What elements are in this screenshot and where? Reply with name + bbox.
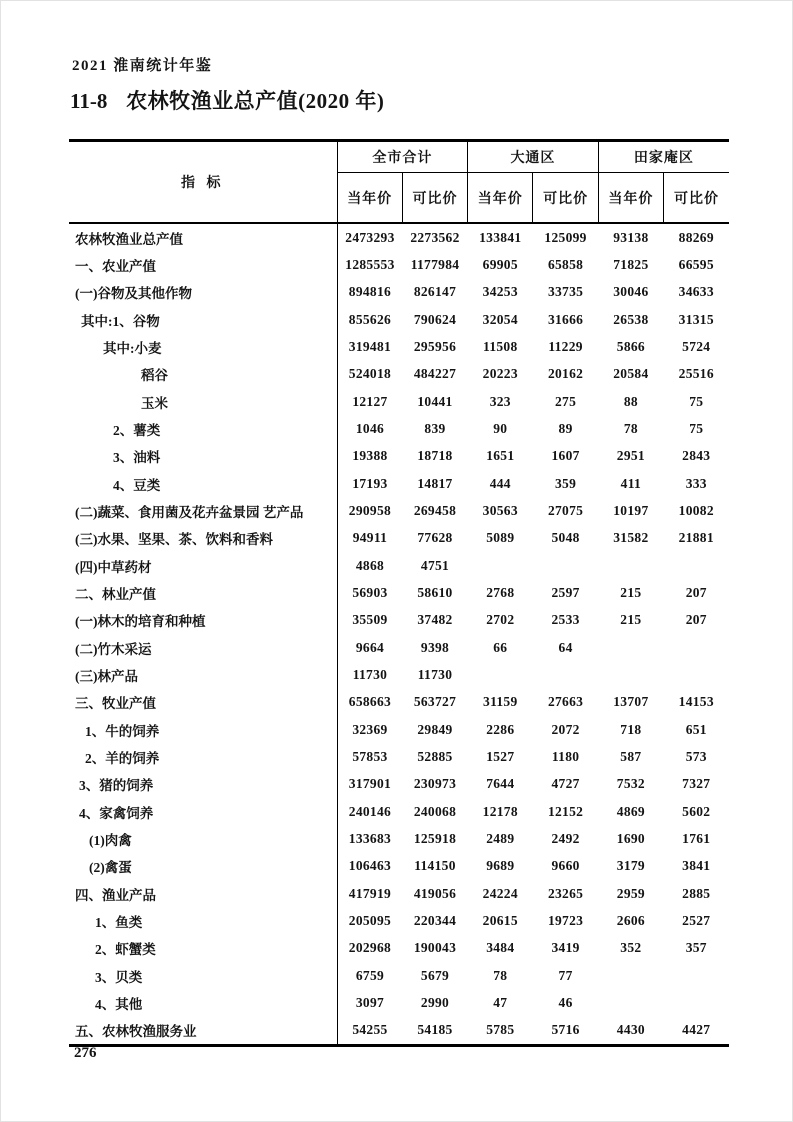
value-cell: 2768 xyxy=(486,584,515,600)
value-cell: 205095 xyxy=(337,907,402,934)
value-cell: 4869 xyxy=(616,803,645,819)
value-cell: 207 xyxy=(685,612,707,628)
indicator-label: (三)水果、坚果、茶、饮料和香料 xyxy=(75,532,273,548)
value-cell: 2959 xyxy=(616,885,645,901)
table-row xyxy=(69,525,729,552)
value-cell: 319481 xyxy=(337,333,402,360)
value-cell: 57853 xyxy=(337,743,402,770)
value-cell xyxy=(598,989,663,1016)
value-cell: 484227 xyxy=(413,366,457,382)
value-cell: 30046 xyxy=(613,284,649,300)
indicator-label: 稻谷 xyxy=(141,368,168,384)
value-cell: 20615 xyxy=(482,912,518,928)
value-cell: 29849 xyxy=(417,721,453,737)
value-cell: 10082 xyxy=(678,502,714,518)
value-cell: 24224 xyxy=(482,885,518,901)
table-header xyxy=(69,141,729,224)
table-row xyxy=(69,1017,729,1046)
value-cell: 10441 xyxy=(417,393,453,409)
value-cell: 411 xyxy=(620,475,642,491)
value-cell: 69905 xyxy=(482,256,518,272)
value-cell xyxy=(598,634,663,661)
value-cell: 11229 xyxy=(548,338,583,354)
value-cell: 78 xyxy=(623,420,638,436)
value-cell: 240068 xyxy=(413,803,457,819)
value-cell: 14817 xyxy=(417,475,453,491)
value-cell: 94911 xyxy=(337,525,402,552)
yearbook-title: 2021 淮南统计年鉴 xyxy=(72,58,213,74)
indicator-label: 三、牧业产值 xyxy=(75,696,156,712)
value-cell: 89 xyxy=(558,420,573,436)
value-cell: 66595 xyxy=(678,256,714,272)
value-cell: 1607 xyxy=(551,448,580,464)
indicator-label: 四、渔业产品 xyxy=(75,887,156,903)
value-cell: 7644 xyxy=(486,776,515,792)
value-cell: 5866 xyxy=(616,338,645,354)
value-cell xyxy=(533,552,598,579)
value-cell: 352 xyxy=(620,940,642,956)
value-cell: 32369 xyxy=(337,716,402,743)
value-cell: 2843 xyxy=(682,448,711,464)
indicator-label: 一、农业产值 xyxy=(75,258,156,274)
value-cell: 2473293 xyxy=(337,223,402,251)
value-cell: 5724 xyxy=(682,338,711,354)
value-cell: 12178 xyxy=(482,803,518,819)
value-cell xyxy=(468,552,533,579)
value-cell: 2606 xyxy=(616,912,645,928)
value-cell: 33735 xyxy=(547,284,584,300)
indicator-label: 4、其他 xyxy=(95,996,143,1012)
table-row xyxy=(69,361,729,388)
indicator-label: 1、鱼类 xyxy=(95,914,143,930)
value-cell: 9660 xyxy=(551,858,580,874)
indicator-label: (一)林木的培育和种植 xyxy=(75,614,206,630)
value-cell: 88269 xyxy=(678,229,714,245)
indicator-label: 4、豆类 xyxy=(113,477,161,493)
value-cell: 190043 xyxy=(413,940,457,956)
table-row xyxy=(69,223,729,251)
value-cell: 5679 xyxy=(420,967,450,983)
value-cell: 573 xyxy=(685,748,707,764)
value-cell: 9689 xyxy=(486,858,515,874)
value-cell: 220344 xyxy=(413,912,457,928)
value-cell: 5089 xyxy=(486,530,515,546)
value-cell: 20223 xyxy=(482,366,518,382)
value-cell: 275 xyxy=(555,393,577,409)
indicator-label: (二)竹木采运 xyxy=(75,641,152,657)
value-cell: 658663 xyxy=(337,689,402,716)
value-cell: 13707 xyxy=(613,694,649,710)
value-cell: 56903 xyxy=(337,579,402,606)
value-cell: 3484 xyxy=(486,940,515,956)
value-cell: 6759 xyxy=(337,962,402,989)
table-row xyxy=(69,825,729,852)
value-cell: 563727 xyxy=(413,694,457,710)
indicator-label: 五、农林牧渔服务业 xyxy=(75,1024,197,1040)
subheader-comparable-price: 可比价 xyxy=(664,173,729,224)
value-cell: 114150 xyxy=(414,858,456,874)
value-cell: 19388 xyxy=(337,443,402,470)
table-row xyxy=(69,470,729,497)
value-cell: 11730 xyxy=(417,666,453,682)
value-cell: 5602 xyxy=(682,803,711,819)
value-cell: 524018 xyxy=(337,361,402,388)
value-cell: 25516 xyxy=(678,366,714,382)
value-cell: 215 xyxy=(620,584,642,600)
value-cell: 1527 xyxy=(486,748,515,764)
value-cell: 90 xyxy=(493,420,508,436)
table-row xyxy=(69,880,729,907)
value-cell: 47 xyxy=(493,994,508,1010)
value-cell: 14153 xyxy=(678,694,714,710)
value-cell xyxy=(664,962,729,989)
value-cell: 75 xyxy=(689,393,704,409)
value-cell: 46 xyxy=(558,994,573,1010)
value-cell: 20162 xyxy=(547,366,584,382)
subheader-comparable-price: 可比价 xyxy=(402,173,467,224)
indicator-label: (一)谷物及其他作物 xyxy=(75,286,192,302)
indicator-label: 玉米 xyxy=(141,395,168,411)
table-title-text: 农林牧渔业总产值(2020 年) xyxy=(126,89,385,113)
value-cell: 35509 xyxy=(337,607,402,634)
value-cell: 27075 xyxy=(547,502,584,518)
value-cell: 790624 xyxy=(413,311,457,327)
table-row xyxy=(69,634,729,661)
table-row xyxy=(69,333,729,360)
value-cell: 37482 xyxy=(417,612,453,628)
value-cell: 3179 xyxy=(616,858,645,874)
table-row xyxy=(69,853,729,880)
value-cell: 2951 xyxy=(616,448,645,464)
value-cell: 207 xyxy=(685,584,707,600)
value-cell: 2527 xyxy=(682,912,711,928)
value-cell: 417919 xyxy=(337,880,402,907)
value-cell: 2492 xyxy=(551,830,580,846)
value-cell: 54255 xyxy=(337,1017,402,1046)
value-cell: 839 xyxy=(424,420,446,436)
value-cell: 357 xyxy=(685,940,707,956)
value-cell: 1177984 xyxy=(410,256,460,272)
value-cell: 1285553 xyxy=(337,251,402,278)
indicator-label: 1、牛的饲养 xyxy=(85,723,160,739)
indicator-label: 2、虾蟹类 xyxy=(95,942,156,958)
value-cell: 64 xyxy=(558,639,573,655)
value-cell: 12152 xyxy=(547,803,584,819)
value-cell: 651 xyxy=(685,721,707,737)
indicator-label: 3、贝类 xyxy=(95,969,143,985)
value-cell: 202968 xyxy=(337,935,402,962)
value-cell: 88 xyxy=(623,393,638,409)
value-cell: 17193 xyxy=(337,470,402,497)
indicator-label: (二)蔬菜、食用菌及花卉盆景园 艺产品 xyxy=(75,504,304,520)
table-number: 11-8 xyxy=(70,89,108,113)
value-cell xyxy=(598,962,663,989)
group-header-datong-district: 大通区 xyxy=(468,141,599,173)
value-cell: 2885 xyxy=(682,885,711,901)
value-cell: 77 xyxy=(558,967,573,983)
value-cell: 826147 xyxy=(413,284,457,300)
table-row xyxy=(69,661,729,688)
value-cell: 5716 xyxy=(551,1022,580,1038)
value-cell: 419056 xyxy=(413,885,457,901)
value-cell: 1180 xyxy=(551,748,580,764)
value-cell: 3419 xyxy=(551,940,580,956)
value-cell: 1690 xyxy=(616,830,645,846)
indicator-label: (1)肉禽 xyxy=(89,832,132,848)
value-cell: 9398 xyxy=(420,639,450,655)
value-cell: 26538 xyxy=(613,311,649,327)
subheader-current-price: 当年价 xyxy=(468,173,533,224)
table-row xyxy=(69,716,729,743)
indicator-label: 其中:1、谷物 xyxy=(81,313,160,329)
value-cell: 58610 xyxy=(417,584,453,600)
value-cell: 125099 xyxy=(544,229,587,245)
value-cell: 1651 xyxy=(486,448,515,464)
value-cell xyxy=(664,989,729,1016)
indicator-label: 3、油料 xyxy=(113,450,161,466)
value-cell xyxy=(664,634,729,661)
value-cell: 31159 xyxy=(483,694,518,710)
table-row xyxy=(69,798,729,825)
statistics-table xyxy=(69,139,729,1047)
value-cell: 2990 xyxy=(420,994,450,1010)
value-cell: 133841 xyxy=(479,229,522,245)
indicator-label: 2、薯类 xyxy=(113,422,161,438)
value-cell: 317901 xyxy=(337,771,402,798)
value-cell: 5785 xyxy=(486,1022,515,1038)
value-cell xyxy=(598,661,663,688)
table-row xyxy=(69,415,729,442)
indicator-label: (2)禽蛋 xyxy=(89,860,132,876)
value-cell: 19723 xyxy=(547,912,584,928)
value-cell: 31582 xyxy=(613,530,649,546)
value-cell: 7532 xyxy=(616,776,645,792)
value-cell: 21881 xyxy=(678,530,714,546)
page-number: 276 xyxy=(74,1045,97,1061)
table-row xyxy=(69,279,729,306)
value-cell: 855626 xyxy=(337,306,402,333)
value-cell: 77628 xyxy=(417,530,453,546)
value-cell: 71825 xyxy=(613,256,649,272)
value-cell: 2273562 xyxy=(410,229,460,245)
value-cell: 230973 xyxy=(413,776,457,792)
value-cell: 4751 xyxy=(420,557,450,573)
value-cell: 11508 xyxy=(483,338,518,354)
value-cell: 66 xyxy=(493,639,508,655)
value-cell: 295956 xyxy=(413,338,457,354)
value-cell: 2702 xyxy=(486,612,515,628)
value-cell: 1046 xyxy=(337,415,402,442)
indicator-label: (三)林产品 xyxy=(75,668,138,684)
indicator-label: 4、家禽饲养 xyxy=(79,805,154,821)
value-cell: 23265 xyxy=(547,885,584,901)
value-cell xyxy=(664,552,729,579)
table-row xyxy=(69,607,729,634)
value-cell xyxy=(468,661,533,688)
value-cell: 4430 xyxy=(616,1022,645,1038)
value-cell: 2533 xyxy=(551,612,580,628)
table-title xyxy=(70,85,384,115)
indicator-label: 农林牧渔业总产值 xyxy=(75,231,183,247)
indicator-label: (四)中草药材 xyxy=(75,559,152,575)
value-cell: 1761 xyxy=(682,830,711,846)
table-body xyxy=(69,223,729,1045)
value-cell: 4427 xyxy=(682,1022,711,1038)
value-cell: 359 xyxy=(555,475,577,491)
value-cell: 4727 xyxy=(551,776,580,792)
table-row xyxy=(69,388,729,415)
value-cell: 54185 xyxy=(417,1022,453,1038)
value-cell: 32054 xyxy=(482,311,518,327)
table-row xyxy=(69,552,729,579)
subheader-current-price: 当年价 xyxy=(598,173,663,224)
value-cell: 215 xyxy=(620,612,642,628)
table-row xyxy=(69,935,729,962)
value-cell: 2489 xyxy=(486,830,515,846)
value-cell: 34253 xyxy=(482,284,518,300)
value-cell: 52885 xyxy=(417,748,453,764)
value-cell: 78 xyxy=(493,967,508,983)
value-cell: 11730 xyxy=(337,661,402,688)
value-cell: 2597 xyxy=(551,584,580,600)
value-cell: 31315 xyxy=(678,311,714,327)
value-cell: 5048 xyxy=(551,530,580,546)
table-row xyxy=(69,743,729,770)
value-cell: 93138 xyxy=(613,229,649,245)
value-cell: 106463 xyxy=(337,853,402,880)
value-cell: 34633 xyxy=(678,284,714,300)
value-cell: 333 xyxy=(685,475,707,491)
group-header-row xyxy=(69,141,729,173)
subheader-comparable-price: 可比价 xyxy=(533,173,598,224)
value-cell: 3841 xyxy=(682,858,711,874)
value-cell: 2286 xyxy=(486,721,515,737)
table-row xyxy=(69,689,729,716)
value-cell: 27663 xyxy=(547,694,584,710)
value-cell: 9664 xyxy=(337,634,402,661)
value-cell: 31666 xyxy=(547,311,584,327)
value-cell: 133683 xyxy=(337,825,402,852)
value-cell: 240146 xyxy=(337,798,402,825)
value-cell: 290958 xyxy=(337,497,402,524)
indicator-column-header: 指 标 xyxy=(69,141,337,224)
table-row xyxy=(69,579,729,606)
group-header-city-total: 全市合计 xyxy=(337,141,468,173)
value-cell xyxy=(598,552,663,579)
table-row xyxy=(69,306,729,333)
indicator-label: 二、林业产值 xyxy=(75,586,156,602)
value-cell: 75 xyxy=(689,420,704,436)
value-cell: 20584 xyxy=(613,366,649,382)
value-cell: 18718 xyxy=(417,448,453,464)
value-cell: 65858 xyxy=(547,256,584,272)
value-cell: 894816 xyxy=(337,279,402,306)
value-cell: 10197 xyxy=(613,502,649,518)
indicator-label: 3、猪的饲养 xyxy=(79,778,154,794)
table-row xyxy=(69,771,729,798)
indicator-label: 2、羊的饲养 xyxy=(85,750,160,766)
indicator-label: 其中:小麦 xyxy=(103,340,162,356)
group-header-tianjiaan-district: 田家庵区 xyxy=(598,141,729,173)
value-cell: 3097 xyxy=(337,989,402,1016)
value-cell: 7327 xyxy=(682,776,711,792)
value-cell: 4868 xyxy=(337,552,402,579)
value-cell: 2072 xyxy=(551,721,580,737)
table-row xyxy=(69,497,729,524)
subheader-current-price: 当年价 xyxy=(337,173,402,224)
value-cell xyxy=(664,661,729,688)
value-cell: 323 xyxy=(489,393,511,409)
value-cell: 12127 xyxy=(337,388,402,415)
table-row xyxy=(69,907,729,934)
value-cell: 718 xyxy=(620,721,642,737)
value-cell: 125918 xyxy=(413,830,457,846)
table-row xyxy=(69,443,729,470)
value-cell: 269458 xyxy=(413,502,457,518)
table-row xyxy=(69,989,729,1016)
value-cell xyxy=(533,661,598,688)
value-cell: 587 xyxy=(620,748,642,764)
value-cell: 444 xyxy=(489,475,511,491)
value-cell: 30563 xyxy=(482,502,518,518)
table-row xyxy=(69,962,729,989)
table-row xyxy=(69,251,729,278)
